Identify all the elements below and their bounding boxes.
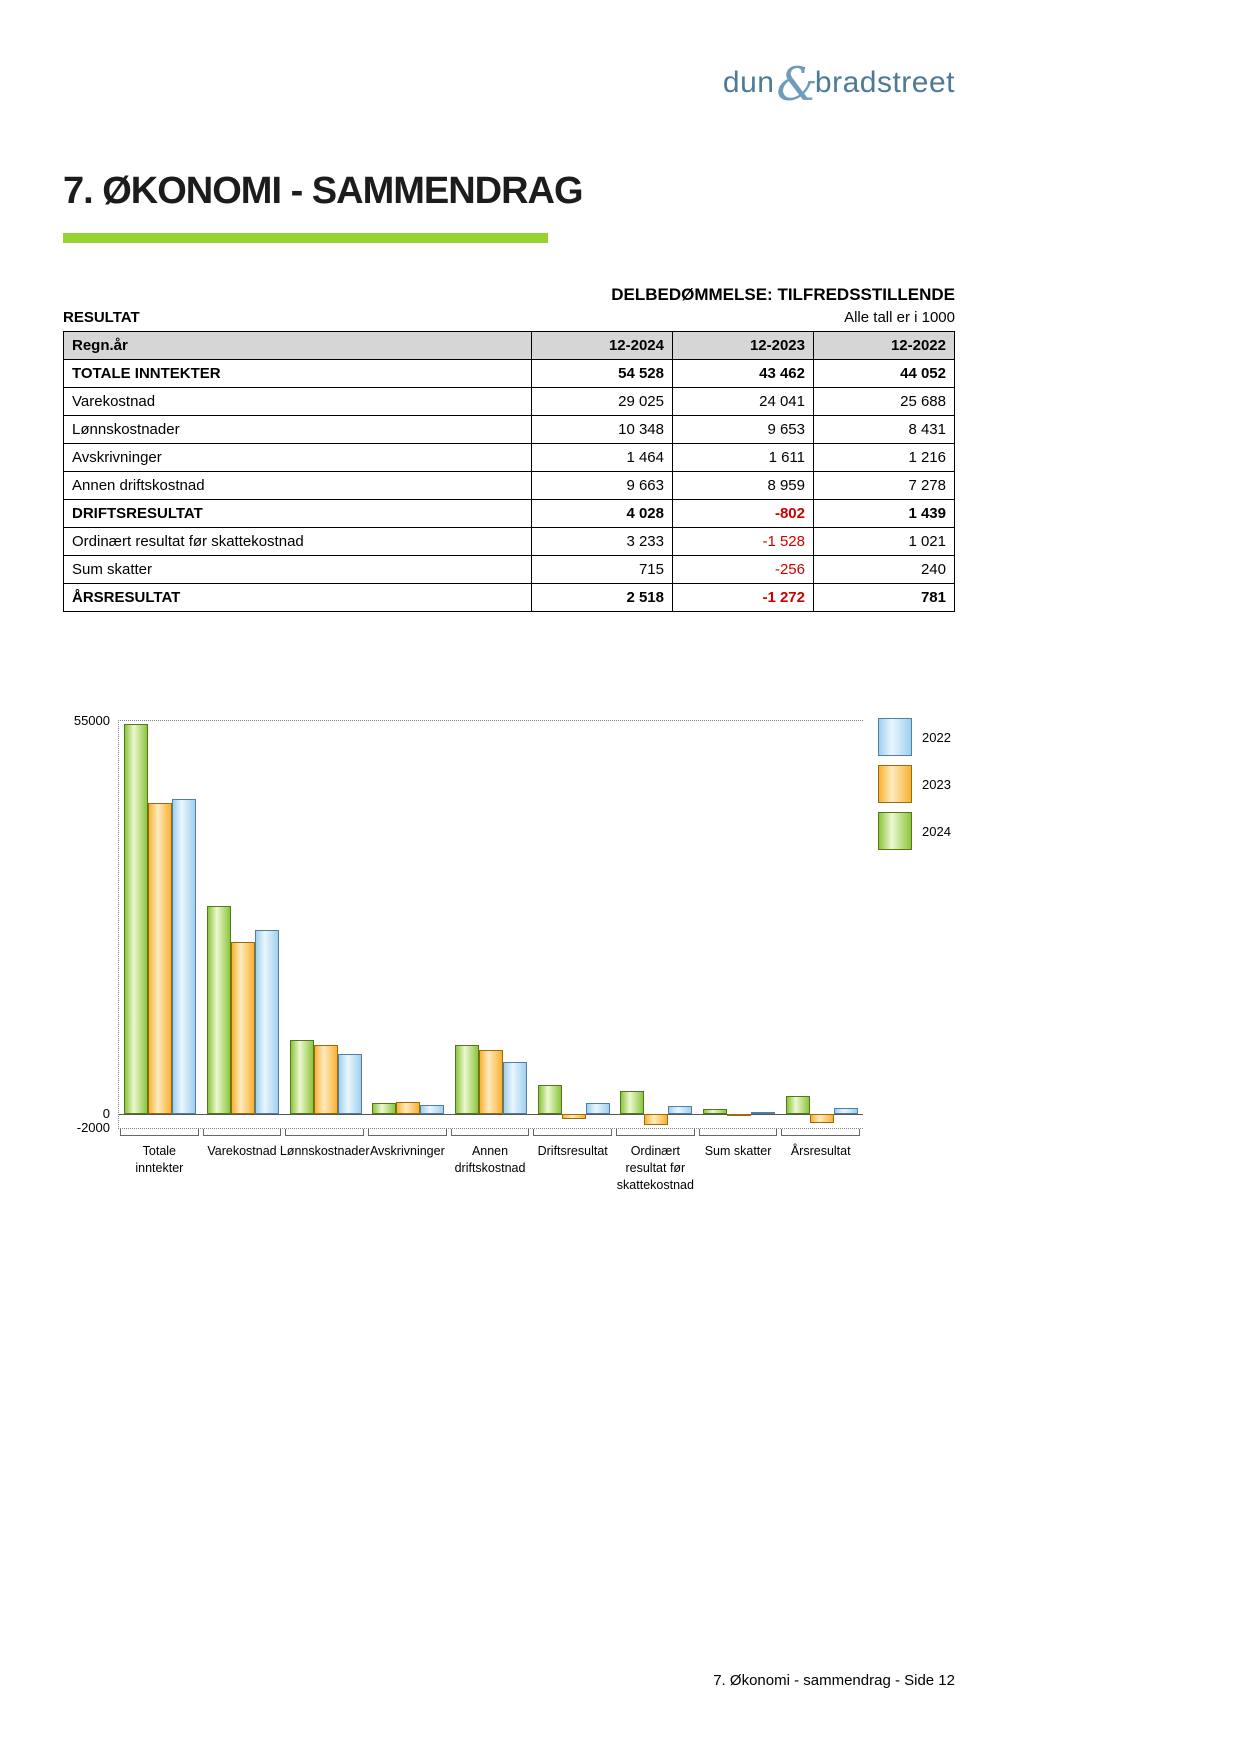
category-tick (203, 1129, 282, 1136)
y-axis-label: -2000 (76, 1120, 110, 1135)
table-row (64, 444, 955, 472)
x-axis-ticks (118, 1129, 862, 1136)
value-cell: 25 688 (814, 388, 955, 416)
value-cell: 8 959 (673, 472, 814, 500)
value-cell: 29 025 (532, 388, 673, 416)
chart-bar-2022 (172, 799, 196, 1114)
table-row (64, 416, 955, 444)
chart-bar-2023 (810, 1114, 834, 1123)
value-cell: 1 439 (814, 500, 955, 528)
plot-area (118, 720, 863, 1129)
chart-bar-2023 (148, 803, 172, 1113)
y-axis-label: 0 (102, 1105, 110, 1121)
row-label: Avskrivninger (64, 444, 532, 472)
category-tick (285, 1129, 364, 1136)
value-cell: 7 278 (814, 472, 955, 500)
row-label: Sum skatter (64, 556, 532, 584)
value-cell: 9 653 (673, 416, 814, 444)
legend-label: 2022 (922, 729, 951, 745)
chart-bar-2023 (727, 1114, 751, 1116)
table-row (64, 500, 955, 528)
bar-chart (63, 708, 955, 1198)
value-cell: 24 041 (673, 388, 814, 416)
chart-bar-2022 (255, 930, 279, 1113)
bar-group (532, 721, 615, 1128)
value-cell: -256 (673, 556, 814, 584)
row-label: Lønnskostnader (64, 416, 532, 444)
section-label: RESULTAT (63, 309, 140, 326)
value-cell: 781 (814, 584, 955, 612)
table-row (64, 556, 955, 584)
chart-bar-2024 (786, 1096, 810, 1114)
chart-bar-2023 (644, 1114, 668, 1125)
result-table (63, 331, 955, 612)
bar-group (780, 721, 863, 1128)
chart-bar-2022 (338, 1054, 362, 1114)
x-axis-label: Ordinært resultat før skattekostnad (616, 1144, 694, 1192)
chart-bar-2022 (834, 1108, 858, 1114)
x-axis-label: Lønnskostnader (279, 1144, 370, 1158)
column-header: 12-2023 (673, 332, 814, 360)
value-cell: -1 528 (673, 528, 814, 556)
chart-bar-2023 (396, 1102, 420, 1114)
legend-item (878, 765, 951, 803)
dnb-logo (63, 57, 955, 111)
value-cell: 715 (532, 556, 673, 584)
column-header: 12-2022 (814, 332, 955, 360)
chart-bar-2022 (751, 1112, 775, 1114)
chart-legend (878, 718, 951, 859)
category-tick (781, 1129, 860, 1136)
table-row (64, 360, 955, 388)
x-axis-label: Årsresultat (790, 1144, 851, 1158)
value-cell: 8 431 (814, 416, 955, 444)
row-label: TOTALE INNTEKTER (64, 360, 532, 388)
row-label: Annen driftskostnad (64, 472, 532, 500)
logo-text-bradstreet: bradstreet (814, 66, 955, 99)
bar-group (367, 721, 450, 1128)
value-cell: 4 028 (532, 500, 673, 528)
bar-group (284, 721, 367, 1128)
bar-group (119, 721, 202, 1128)
x-axis-label: Sum skatter (704, 1144, 772, 1158)
table-row (64, 388, 955, 416)
logo-text-dun: dun (722, 66, 775, 99)
category-tick (616, 1129, 695, 1136)
value-cell: 9 663 (532, 472, 673, 500)
legend-swatch-2022 (878, 718, 912, 756)
value-cell: 2 518 (532, 584, 673, 612)
chart-bar-2023 (314, 1045, 338, 1114)
row-label: ÅRSRESULTAT (64, 584, 532, 612)
category-tick (699, 1129, 778, 1136)
legend-swatch-2024 (878, 812, 912, 850)
x-axis-labels (118, 1143, 862, 1194)
assessment-label: DELBEDØMMELSE: TILFREDSSTILLENDE (611, 285, 955, 304)
chart-bar-2022 (668, 1106, 692, 1113)
value-cell: 240 (814, 556, 955, 584)
column-header: 12-2024 (532, 332, 673, 360)
chart-bar-2022 (586, 1103, 610, 1113)
logo-ampersand-icon: & (776, 57, 818, 111)
category-tick (451, 1129, 530, 1136)
legend-swatch-2023 (878, 765, 912, 803)
value-cell: 10 348 (532, 416, 673, 444)
table-meta-row (63, 309, 955, 326)
page-title: 7. ØKONOMI - SAMMENDRAG (63, 170, 583, 212)
x-axis-label: Totale inntekter (135, 1144, 184, 1175)
y-axis-label: 55000 (73, 713, 110, 728)
value-cell: 43 462 (673, 360, 814, 388)
row-label: Varekostnad (64, 388, 532, 416)
x-axis-label: Annen driftskostnad (454, 1144, 526, 1175)
chart-bar-2023 (562, 1114, 586, 1120)
row-label: Ordinært resultat før skattekostnad (64, 528, 532, 556)
units-note: Alle tall er i 1000 (844, 309, 955, 326)
bar-group (615, 721, 698, 1128)
value-cell: -1 272 (673, 584, 814, 612)
column-header: Regn.år (64, 332, 532, 360)
category-tick (533, 1129, 612, 1136)
report-page (63, 0, 955, 1198)
value-cell: 1 021 (814, 528, 955, 556)
category-tick (368, 1129, 447, 1136)
value-cell: 1 611 (673, 444, 814, 472)
legend-item (878, 812, 951, 850)
x-axis-label: Varekostnad (207, 1144, 277, 1158)
chart-bar-2024 (124, 724, 148, 1113)
legend-label: 2024 (922, 823, 951, 839)
category-tick (120, 1129, 199, 1136)
chart-bar-2023 (231, 942, 255, 1114)
table-row (64, 584, 955, 612)
chart-bar-2022 (420, 1105, 444, 1114)
legend-label: 2023 (922, 776, 951, 792)
chart-bar-2024 (290, 1040, 314, 1114)
table-header-row (64, 332, 955, 360)
table-row (64, 528, 955, 556)
bar-group (202, 721, 285, 1128)
value-cell: -802 (673, 500, 814, 528)
value-cell: 44 052 (814, 360, 955, 388)
title-accent-bar (63, 233, 548, 243)
chart-bar-2024 (455, 1045, 479, 1114)
chart-bar-2024 (207, 906, 231, 1113)
chart-bar-2024 (372, 1103, 396, 1113)
page-footer: 7. Økonomi - sammendrag - Side 12 (713, 1672, 955, 1689)
value-cell: 1 216 (814, 444, 955, 472)
bar-group (698, 721, 781, 1128)
x-axis-label: Driftsresultat (537, 1144, 608, 1158)
value-cell: 1 464 (532, 444, 673, 472)
chart-bar-2024 (538, 1085, 562, 1114)
plot-area-wrap (73, 713, 862, 1194)
chart-bar-2024 (703, 1109, 727, 1114)
value-cell: 54 528 (532, 360, 673, 388)
row-label: DRIFTSRESULTAT (64, 500, 532, 528)
legend-item (878, 718, 951, 756)
chart-bar-2022 (503, 1062, 527, 1114)
x-axis-label: Avskrivninger (369, 1144, 445, 1158)
chart-bar-2024 (620, 1091, 644, 1114)
chart-bar-2023 (479, 1050, 503, 1114)
value-cell: 3 233 (532, 528, 673, 556)
table-row (64, 472, 955, 500)
bar-group (450, 721, 533, 1128)
